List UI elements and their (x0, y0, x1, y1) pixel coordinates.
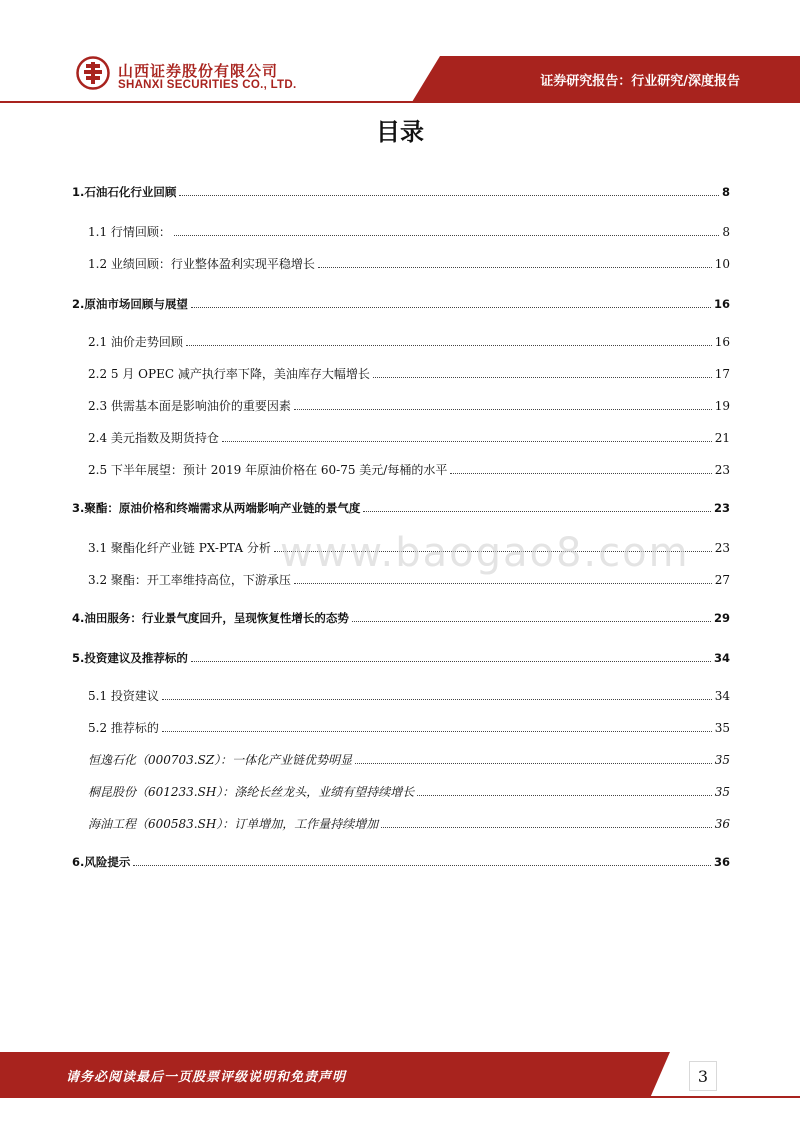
toc-leader-dots (162, 699, 712, 700)
toc-entry[interactable] (72, 458, 730, 478)
toc-entry-page: 34 (713, 651, 730, 665)
toc-entry-label: 5.投资建议及推荐标的 (72, 651, 188, 665)
company-name-en: SHANXI SECURITIES CO., LTD. (118, 79, 297, 91)
toc-entry-page: 23 (714, 463, 730, 477)
toc-entry-label: 恒逸石化（000703.SZ）：一体化产业链优势明显 (88, 753, 353, 767)
toc-entry-page: 27 (714, 573, 730, 587)
toc-entry-label: 2.5 下半年展望：预计 2019 年原油价格在 60-75 美元/每桶的水平 (88, 463, 448, 477)
company-logo-icon (76, 56, 110, 90)
toc-entry-label: 2.4 美元指数及期货持仓 (88, 431, 219, 445)
toc-entry-label: 1.2 业绩回顾：行业整体盈利实现平稳增长 (88, 257, 315, 271)
toc-entry-page: 36 (713, 855, 730, 869)
toc-entry[interactable] (72, 646, 730, 666)
page-header (0, 0, 800, 120)
toc-leader-dots (162, 731, 712, 732)
toc-leader-dots (179, 195, 719, 196)
toc-leader-dots (373, 377, 712, 378)
toc-leader-dots (450, 473, 711, 474)
toc-entry-label: 2.原油市场回顾与展望 (72, 297, 188, 311)
toc-entry-page: 23 (713, 501, 730, 515)
page-title: 目录 (376, 118, 424, 146)
footer-disclaimer: 请务必阅读最后一页股票评级说明和免责声明 (66, 1070, 347, 1085)
toc-leader-dots (417, 795, 711, 796)
toc-entry-page: 34 (714, 689, 730, 703)
toc-entry[interactable] (72, 780, 730, 800)
toc-entry-page: 35 (714, 785, 730, 799)
toc-entry-label: 6.风险提示 (72, 855, 131, 869)
toc-leader-dots (294, 583, 712, 584)
toc-leader-dots (174, 235, 719, 236)
company-name-cn: 山西证券股份有限公司 (118, 62, 279, 80)
toc-entry-page: 29 (713, 611, 730, 625)
toc-entry-label: 2.3 供需基本面是影响油价的重要因素 (88, 399, 291, 413)
toc-entry-page: 21 (714, 431, 730, 445)
toc-leader-dots (222, 441, 712, 442)
toc-entry-label: 4.油田服务：行业景气度回升，呈现恢复性增长的态势 (72, 611, 349, 625)
toc-entry[interactable] (72, 684, 730, 704)
toc-entry-page: 16 (713, 297, 730, 311)
toc-entry[interactable] (72, 220, 730, 240)
toc-entry-page: 23 (714, 541, 730, 555)
toc-leader-dots (294, 409, 712, 410)
toc-entry-page: 36 (714, 817, 730, 831)
toc-entry[interactable] (72, 292, 730, 312)
watermark: www.baogao8.com (280, 530, 690, 576)
header-band (0, 0, 800, 110)
toc-entry[interactable] (72, 394, 730, 414)
toc-leader-dots (352, 621, 711, 622)
toc-entry-label: 3.2 聚酯：开工率维持高位，下游承压 (88, 573, 291, 587)
toc-leader-dots (191, 661, 711, 662)
page-number: 3 (689, 1061, 717, 1091)
toc-entry-page: 35 (714, 753, 730, 767)
toc-entry-page: 17 (714, 367, 730, 381)
toc-entry[interactable] (72, 606, 730, 626)
toc-entry[interactable] (72, 850, 730, 870)
toc-leader-dots (133, 865, 711, 866)
toc-entry-page: 19 (714, 399, 730, 413)
toc-entry-page: 10 (714, 257, 730, 271)
toc-entry-page: 8 (722, 225, 730, 239)
toc-entry-label: 海油工程（600583.SH）：订单增加，工作量持续增加 (88, 817, 379, 831)
toc-entry-label: 2.2 5 月 OPEC 减产执行率下降，美油库存大幅增长 (88, 367, 370, 381)
toc-entry[interactable] (72, 426, 730, 446)
toc-entry-label: 5.2 推荐标的 (88, 721, 159, 735)
toc-entry-label: 1.1 行情回顾： (88, 225, 171, 239)
toc-entry-page: 8 (721, 185, 730, 199)
toc-entry-label: 5.1 投资建议 (88, 689, 159, 703)
toc-entry[interactable] (72, 748, 730, 768)
toc-entry[interactable] (72, 812, 730, 832)
toc-entry[interactable] (72, 180, 730, 200)
toc-leader-dots (355, 763, 712, 764)
toc-entry-label: 桐昆股份（601233.SH）：涤纶长丝龙头，业绩有望持续增长 (88, 785, 415, 799)
toc-entry[interactable] (72, 330, 730, 350)
toc-leader-dots (363, 511, 711, 512)
toc-entry-label: 3.1 聚酯化纤产业链 PX-PTA 分析 (88, 541, 271, 555)
toc-entry-label: 1.石油石化行业回顾 (72, 185, 177, 199)
toc-entry-label: 2.1 油价走势回顾 (88, 335, 183, 349)
toc-leader-dots (191, 307, 711, 308)
toc-entry[interactable] (72, 252, 730, 272)
toc-entry[interactable] (72, 362, 730, 382)
report-type: 证券研究报告：行业研究/深度报告 (540, 74, 740, 89)
toc-entry-page: 16 (714, 335, 730, 349)
toc-leader-dots (318, 267, 712, 268)
toc-entry[interactable] (72, 716, 730, 736)
toc-leader-dots (186, 345, 712, 346)
toc-entry-label: 3.聚酯：原油价格和终端需求从两端影响产业链的景气度 (72, 501, 361, 515)
toc-entry-page: 35 (714, 721, 730, 735)
toc-entry[interactable] (72, 496, 730, 516)
toc-leader-dots (381, 827, 711, 828)
